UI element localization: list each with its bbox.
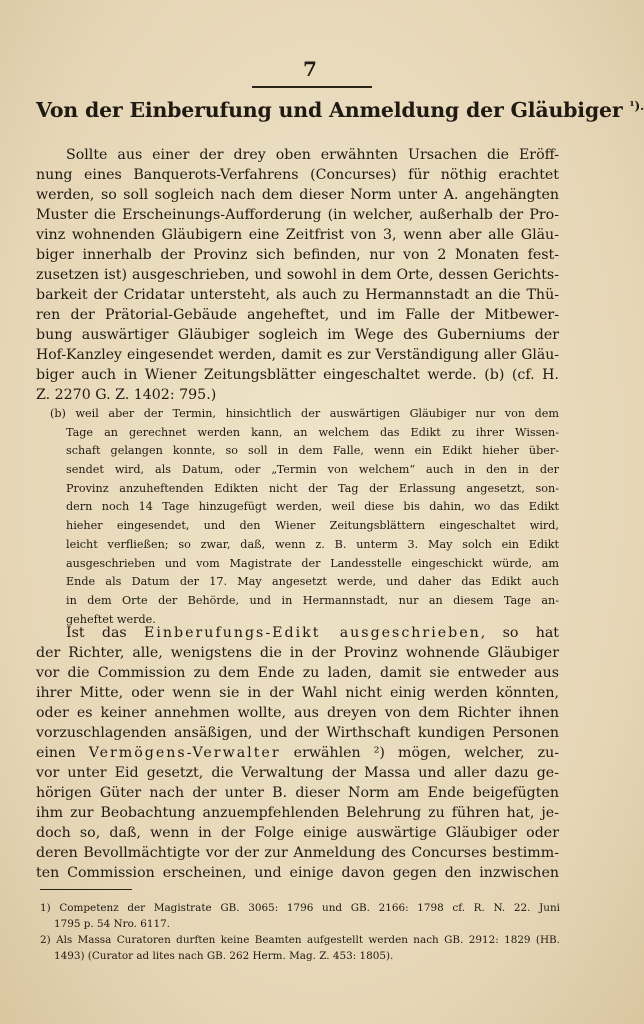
text-run: , so hat [480, 625, 559, 641]
text-run: erwählen ²) mögen, welcher, zu- [280, 745, 559, 761]
footnote-rule [40, 889, 132, 890]
text-line: vorzuschlagenden ansäßigen, und der Wirthschaft kundigen Personen [36, 725, 559, 741]
text-line: biger auch in Wiener Zeitungsblätter eingeschaltet werde. (b) (cf. H. [36, 367, 559, 383]
note-line: dern noch 14 Tage hinzugefügt werden, weil diese bis dahin, wo das Edikt [66, 500, 559, 514]
note-b [50, 405, 559, 629]
text-line: Muster die Erscheinungs-Aufforderung (in welcher, außerhalb der Pro- [36, 207, 559, 223]
header-rule [252, 86, 372, 88]
text-line: doch so, daß, wenn in der Folge einige auswärtige Gläubiger oder [36, 825, 559, 841]
heading-text: Von der Einberufung und Anmeldung der Gläubiger [36, 98, 623, 122]
text-line: werden, so soll sogleich nach dem dieser Norm unter A. angehängten [36, 187, 559, 203]
paragraph-1 [36, 145, 559, 405]
text-line: ihm zur Beobachtung anzuempfehlenden Belehrung zu führen hat, je- [36, 805, 559, 821]
note-line: schaft gelangen konnte, so soll in dem Falle, wenn ein Edikt hieher über- [66, 444, 559, 458]
note-line: hieher eingesendet, und den Wiener Zeitungsblättern eingeschaltet wird, [66, 519, 559, 533]
text-line: biger innerhalb der Provinz sich befinden, nur von 2 Monaten fest- [36, 247, 559, 263]
note-line: leicht verfließen; so zwar, daß, wenn z. B. unterm 3. May solch ein Edikt [66, 537, 559, 551]
text-line: vor unter Eid gesetzt, die Verwaltung der Massa und aller dazu ge- [36, 765, 559, 781]
text-line: ren der Prätorial-Gebäude angeheftet, und im Falle der Mitbewer- [36, 307, 559, 323]
footnote-line: 1493) (Curator ad lites nach GB. 262 Herm. Mag. Z. 453: 1805). [54, 950, 394, 962]
text-line: zusetzen ist) ausgeschrieben, und sowohl in dem Orte, dessen Gerichts- [36, 267, 559, 283]
text-line: Hof-Kanzley eingesendet werden, damit es zur Verständigung aller Gläu- [36, 347, 559, 363]
text-line: bung auswärtiger Gläubiger sogleich im Wege des Guberniums der [36, 327, 559, 343]
text-line: Sollte aus einer der drey oben erwähnten Ursachen die Eröff- [66, 147, 559, 163]
note-line: Ende als Datum der 17. May angesetzt werde, und daher das Edikt auch [66, 575, 559, 589]
text-line [36, 743, 559, 763]
text-line: ihrer Mitte, oder wenn sie in der Wahl nicht einig werden könnten, [36, 685, 559, 701]
footnote-line: 1) Competenz der Magistrate GB. 3065: 1796 und GB. 2166: 1798 cf. R. N. 22. Juni [40, 902, 560, 914]
text-line: deren Bevollmächtigte vor der zur Anmeldung des Concurses bestimm- [36, 845, 559, 861]
text-line: oder es keiner annehmen wollte, aus dreyen von dem Richter ihnen [36, 705, 559, 721]
note-line: in dem Orte der Behörde, und in Hermannstadt, nur an diesem Tage an- [66, 593, 559, 607]
footnote-line: 2) Als Massa Curatoren durften keine Beamten aufgestellt werden nach GB. 2912: 1829 (HB. [40, 934, 560, 946]
footnotes [40, 900, 560, 964]
text-line: vinz wohnenden Gläubigern eine Zeitfrist von 3, wenn aber alle Gläu- [36, 227, 559, 243]
text-line: barkeit der Cridatar untersteht, als auch zu Hermannstadt an die Thü- [36, 287, 559, 303]
note-line: sendet wird, als Datum, oder „Termin von welchem“ auch in den in der [66, 463, 559, 477]
section-heading [36, 98, 644, 122]
note-line: Tage an gerechnet werden kann, an welchem das Edikt zu ihrer Wissen- [66, 425, 559, 439]
text-run: einen [36, 745, 89, 761]
page-number: 7 [303, 57, 317, 81]
emphasized-text: Vermögens-Verwalter [88, 745, 281, 761]
note-line: ausgeschrieben und vom Magistrate der Landesstelle eingeschickt würde, am [66, 556, 559, 570]
note-line: geheftet werde. [66, 612, 156, 626]
text-line: der Richter, alle, wenigstens die in der Provinz wohnende Gläubiger [36, 645, 559, 661]
heading-footnote-mark: ¹). [629, 99, 644, 113]
text-line: nung eines Banquerots-Verfahrens (Concurses) für nöthig erachtet [36, 167, 559, 183]
text-line: Z. 2270 G. Z. 1402: 795.) [36, 387, 217, 403]
paragraph-2 [36, 623, 559, 883]
text-line: vor die Commission zu dem Ende zu laden, damit sie entweder aus [36, 665, 559, 681]
emphasized-text: Einberufungs-Edikt ausgeschrieben [144, 625, 481, 641]
note-line: (b) weil aber der Termin, hinsichtlich der auswärtigen Gläubiger nur von dem [50, 407, 559, 420]
text-line [36, 623, 559, 643]
text-line: ten Commission erscheinen, und einige davon gegen den inzwischen [36, 865, 559, 881]
text-run: Ist das [66, 625, 145, 641]
footnote-line: 1795 p. 54 Nro. 6117. [54, 918, 171, 930]
note-line: Provinz anzuheftenden Edikten nicht der Tag der Erlassung angesetzt, son- [66, 481, 559, 495]
text-line: hörigen Güter nach der unter B. dieser Norm am Ende beigefügten [36, 785, 559, 801]
